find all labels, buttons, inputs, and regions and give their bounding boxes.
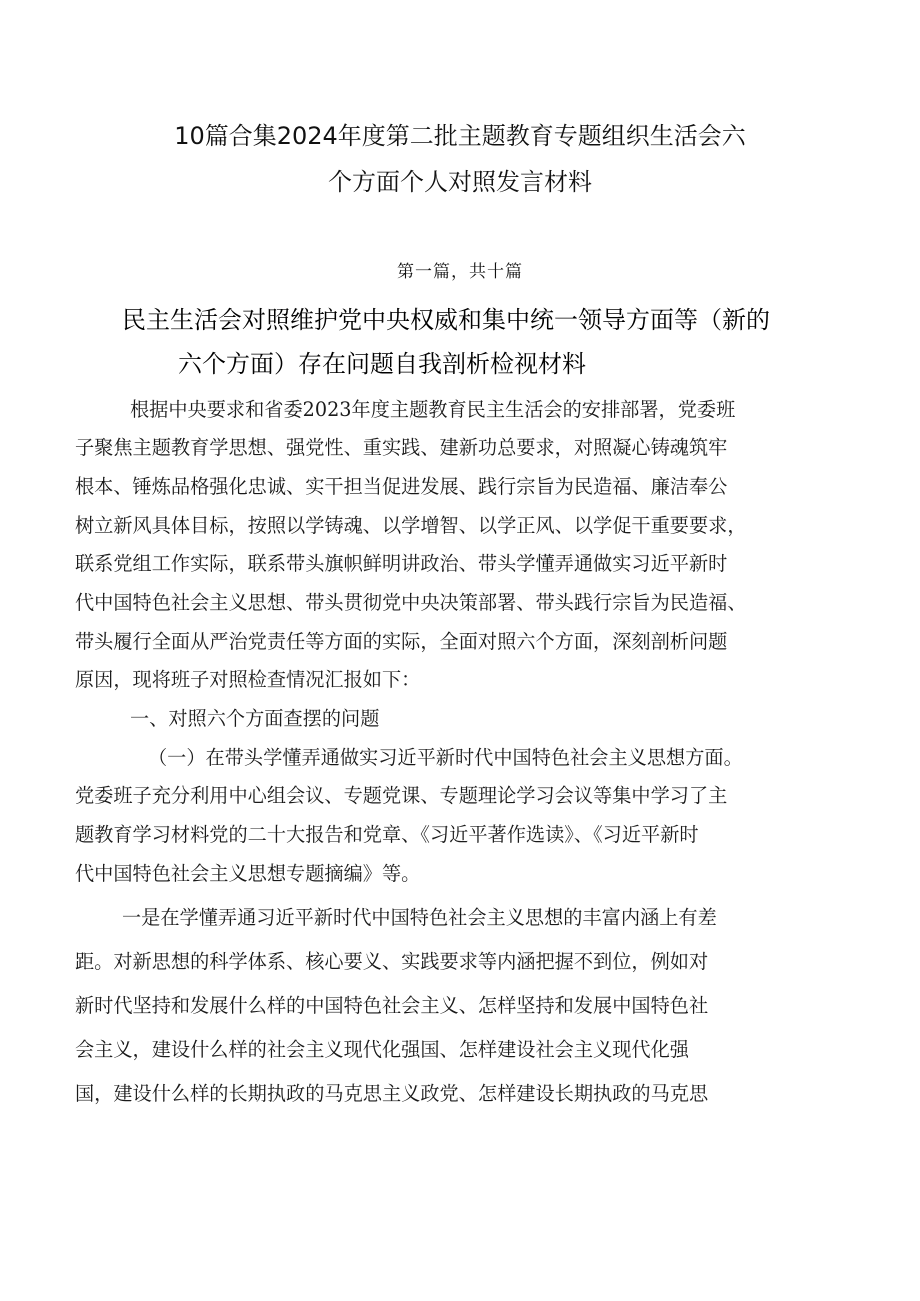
body-line: 带头履行全面从严治党责任等方面的实际，全面对照六个方面，深刻剖析问题 (75, 630, 728, 653)
body-line: 会主义，建设什么样的社会主义现代化强国、怎样建设社会主义现代化强 (75, 1038, 689, 1061)
article-title-line-1: 民主生活会对照维护党中央权威和集中统一领导方面等（新的 (122, 306, 770, 334)
body-line: 子聚焦主题教育学思想、强党性、重实践、建新功总要求，对照凝心铸魂筑牢 (75, 436, 728, 459)
body-line: 一是在学懂弄通习近平新时代中国特色社会主义思想的丰富内涵上有差 (122, 906, 717, 929)
body-line: 距。对新思想的科学体系、核心要义、实践要求等内涵把握不到位，例如对 (75, 950, 709, 973)
document-title-line-1: 10篇合集2024年度第二批主题教育专题组织生活会六 (174, 122, 746, 150)
section-heading: 一、对照六个方面查摆的问题 (130, 707, 380, 730)
document-title-line-2: 个方面个人对照发言材料 (328, 168, 592, 196)
body-line: 代中国特色社会主义思想专题摘编》等。 (75, 862, 421, 885)
body-line: 根本、锤炼品格强化忠诚、实干担当促进发展、践行宗旨为民造福、廉洁奉公 (75, 475, 728, 498)
subsection-heading: （一）在带头学懂弄通做实习近平新时代中国特色社会主义思想方面。 (148, 746, 743, 769)
body-line: 联系党组工作实际，联系带头旗帜鲜明讲政治、带头学懂弄通做实习近平新时 (75, 552, 728, 575)
body-line: 题教育学习材料党的二十大报告和党章、《习近平著作选读》、《习近平新时 (75, 823, 699, 846)
body-line: 代中国特色社会主义思想、带头贯彻党中央决策部署、带头践行宗旨为民造福、 (75, 591, 747, 614)
body-line: 原因，现将班子对照检查情况汇报如下： (75, 668, 421, 691)
article-title-line-2: 六个方面）存在问题自我剖析检视材料 (178, 350, 586, 378)
part-label: 第一篇，共十篇 (397, 262, 523, 282)
body-line: 根据中央要求和省委2023年度主题教育民主生活会的安排部署，党委班 (130, 398, 736, 421)
body-line: 新时代坚持和发展什么样的中国特色社会主义、怎样坚持和发展中国特色社 (75, 994, 709, 1017)
body-line: 国，建设什么样的长期执政的马克思主义政党、怎样建设长期执政的马克思 (75, 1082, 709, 1105)
body-line: 树立新风具体目标，按照以学铸魂、以学增智、以学正风、以学促干重要要求， (75, 514, 747, 537)
body-line: 党委班子充分利用中心组会议、专题党课、专题理论学习会议等集中学习了主 (75, 784, 728, 807)
